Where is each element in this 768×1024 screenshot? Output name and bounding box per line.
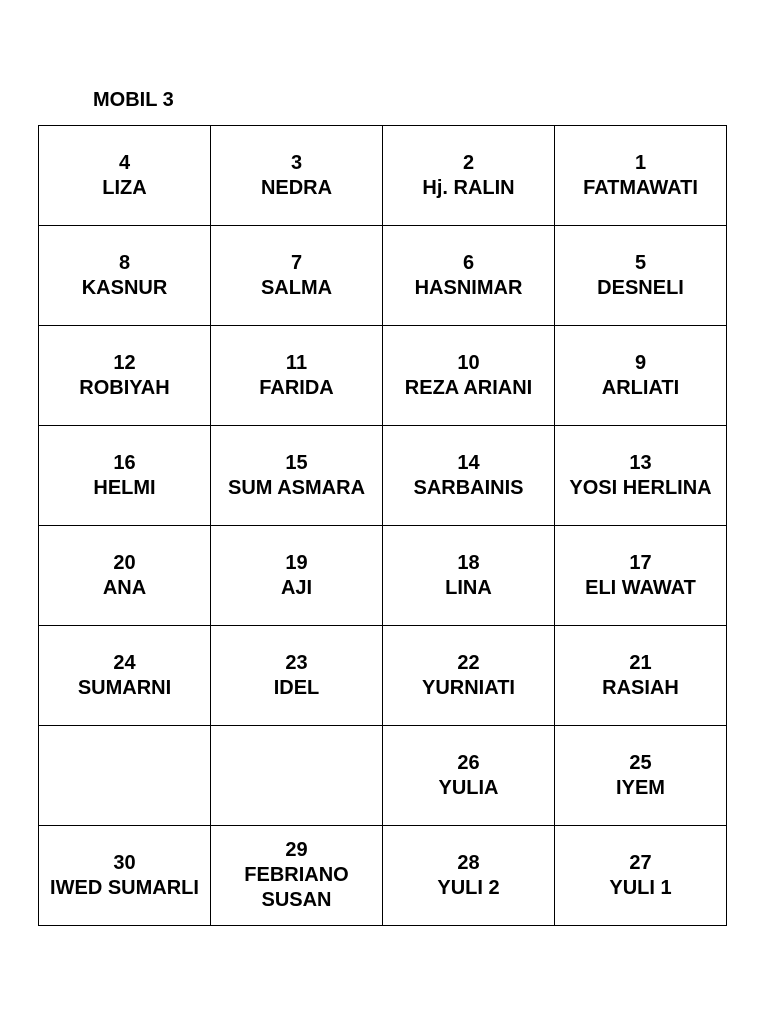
seat-number: 3	[290, 151, 303, 174]
seat-name: YULIA	[438, 776, 499, 799]
seat-cell	[383, 326, 555, 426]
seat-cell	[39, 626, 211, 726]
seat-cell	[211, 326, 383, 426]
seat-number: 18	[457, 551, 480, 574]
table-row	[39, 626, 727, 726]
seat-name: FARIDA	[259, 376, 334, 399]
seat-cell-empty	[39, 726, 211, 826]
seat-cell	[383, 126, 555, 226]
seat-name: SALMA	[260, 276, 333, 299]
seat-name: ROBIYAH	[79, 376, 170, 399]
seat-name: SUMARNI	[77, 676, 172, 699]
seat-number: 21	[629, 651, 652, 674]
seat-name: DESNELI	[597, 276, 684, 299]
seat-name: ELI WAWAT	[585, 576, 696, 599]
seat-cell	[39, 326, 211, 426]
seat-number: 11	[285, 351, 308, 374]
seat-cell	[211, 226, 383, 326]
seat-number: 12	[113, 351, 136, 374]
seat-name: NEDRA	[260, 176, 333, 199]
seat-number: 15	[285, 451, 308, 474]
seat-cell	[555, 526, 727, 626]
seat-cell	[39, 526, 211, 626]
seat-cell	[383, 626, 555, 726]
seat-name: YULI 2	[437, 876, 500, 899]
seat-name: LIZA	[102, 176, 147, 199]
seat-name: YOSI HERLINA	[569, 476, 712, 499]
seat-cell	[383, 226, 555, 326]
seat-number: 29	[285, 839, 308, 861]
seat-name: SUM ASMARA	[227, 476, 366, 499]
table-row	[39, 526, 727, 626]
table-row	[39, 326, 727, 426]
seat-name: AJI	[280, 576, 313, 599]
seat-number: 25	[629, 751, 652, 774]
seat-name: FATMAWATI	[583, 176, 698, 199]
seat-name: YURNIATI	[422, 676, 515, 699]
seat-cell	[555, 126, 727, 226]
seat-name: Hj. RALIN	[422, 176, 515, 199]
seat-number: 1	[634, 151, 647, 174]
seat-name: REZA ARIANI	[404, 376, 533, 399]
table-row	[39, 226, 727, 326]
seat-number: 22	[457, 651, 480, 674]
table-row	[39, 126, 727, 226]
seat-number: 24	[113, 651, 136, 674]
seat-name: ANA	[102, 576, 147, 599]
seat-number: 27	[629, 851, 652, 874]
seat-number: 14	[457, 451, 480, 474]
seat-number: 19	[285, 551, 308, 574]
seat-cell	[383, 826, 555, 926]
table-row	[39, 726, 727, 826]
seat-number: 8	[118, 251, 131, 274]
seat-cell	[555, 226, 727, 326]
seat-number: 9	[634, 351, 647, 374]
seat-cell	[211, 826, 383, 926]
seat-number: 17	[629, 551, 652, 574]
seat-cell	[211, 526, 383, 626]
seat-cell	[555, 826, 727, 926]
seat-name: YULI 1	[609, 876, 672, 899]
seat-name: HELMI	[93, 476, 156, 499]
seat-number: 4	[118, 151, 131, 174]
seat-number: 2	[462, 151, 475, 174]
seat-cell	[39, 826, 211, 926]
seat-number: 26	[457, 751, 480, 774]
seat-number: 5	[634, 251, 647, 274]
seat-name: ARLIATI	[601, 376, 680, 399]
seat-cell	[39, 226, 211, 326]
seat-cell	[555, 626, 727, 726]
seat-cell	[555, 426, 727, 526]
seat-number: 10	[457, 351, 480, 374]
seat-cell	[211, 126, 383, 226]
seat-number: 20	[113, 551, 136, 574]
seat-cell	[39, 126, 211, 226]
seat-cell	[383, 426, 555, 526]
seat-number: 13	[629, 451, 652, 474]
seat-name: HASNIMAR	[414, 276, 523, 299]
seat-cell	[39, 426, 211, 526]
seat-cell-empty	[211, 726, 383, 826]
seat-cell	[383, 526, 555, 626]
seat-cell	[383, 726, 555, 826]
seat-name: SARBAINIS	[413, 476, 524, 499]
seat-table	[38, 125, 727, 926]
seat-cell	[555, 726, 727, 826]
seat-name: RASIAH	[602, 676, 679, 699]
seat-name: KASNUR	[81, 276, 168, 299]
seat-number: 23	[285, 651, 308, 674]
seat-name: LINA	[445, 576, 492, 599]
seat-number: 6	[462, 251, 475, 274]
table-row	[39, 426, 727, 526]
seat-number: 7	[290, 251, 303, 274]
seat-name: IDEL	[273, 676, 320, 699]
page-title: MOBIL 3	[93, 89, 174, 111]
seat-number: 16	[113, 451, 136, 474]
seat-number: 30	[113, 851, 136, 874]
seat-name: IWED SUMARLI	[50, 876, 199, 899]
table-row	[39, 826, 727, 926]
seat-number: 28	[457, 851, 480, 874]
seat-name: IYEM	[616, 776, 665, 799]
seat-cell	[211, 426, 383, 526]
seat-cell	[211, 626, 383, 726]
seat-cell	[555, 326, 727, 426]
seat-name: FEBRIANO SUSAN	[244, 864, 349, 911]
